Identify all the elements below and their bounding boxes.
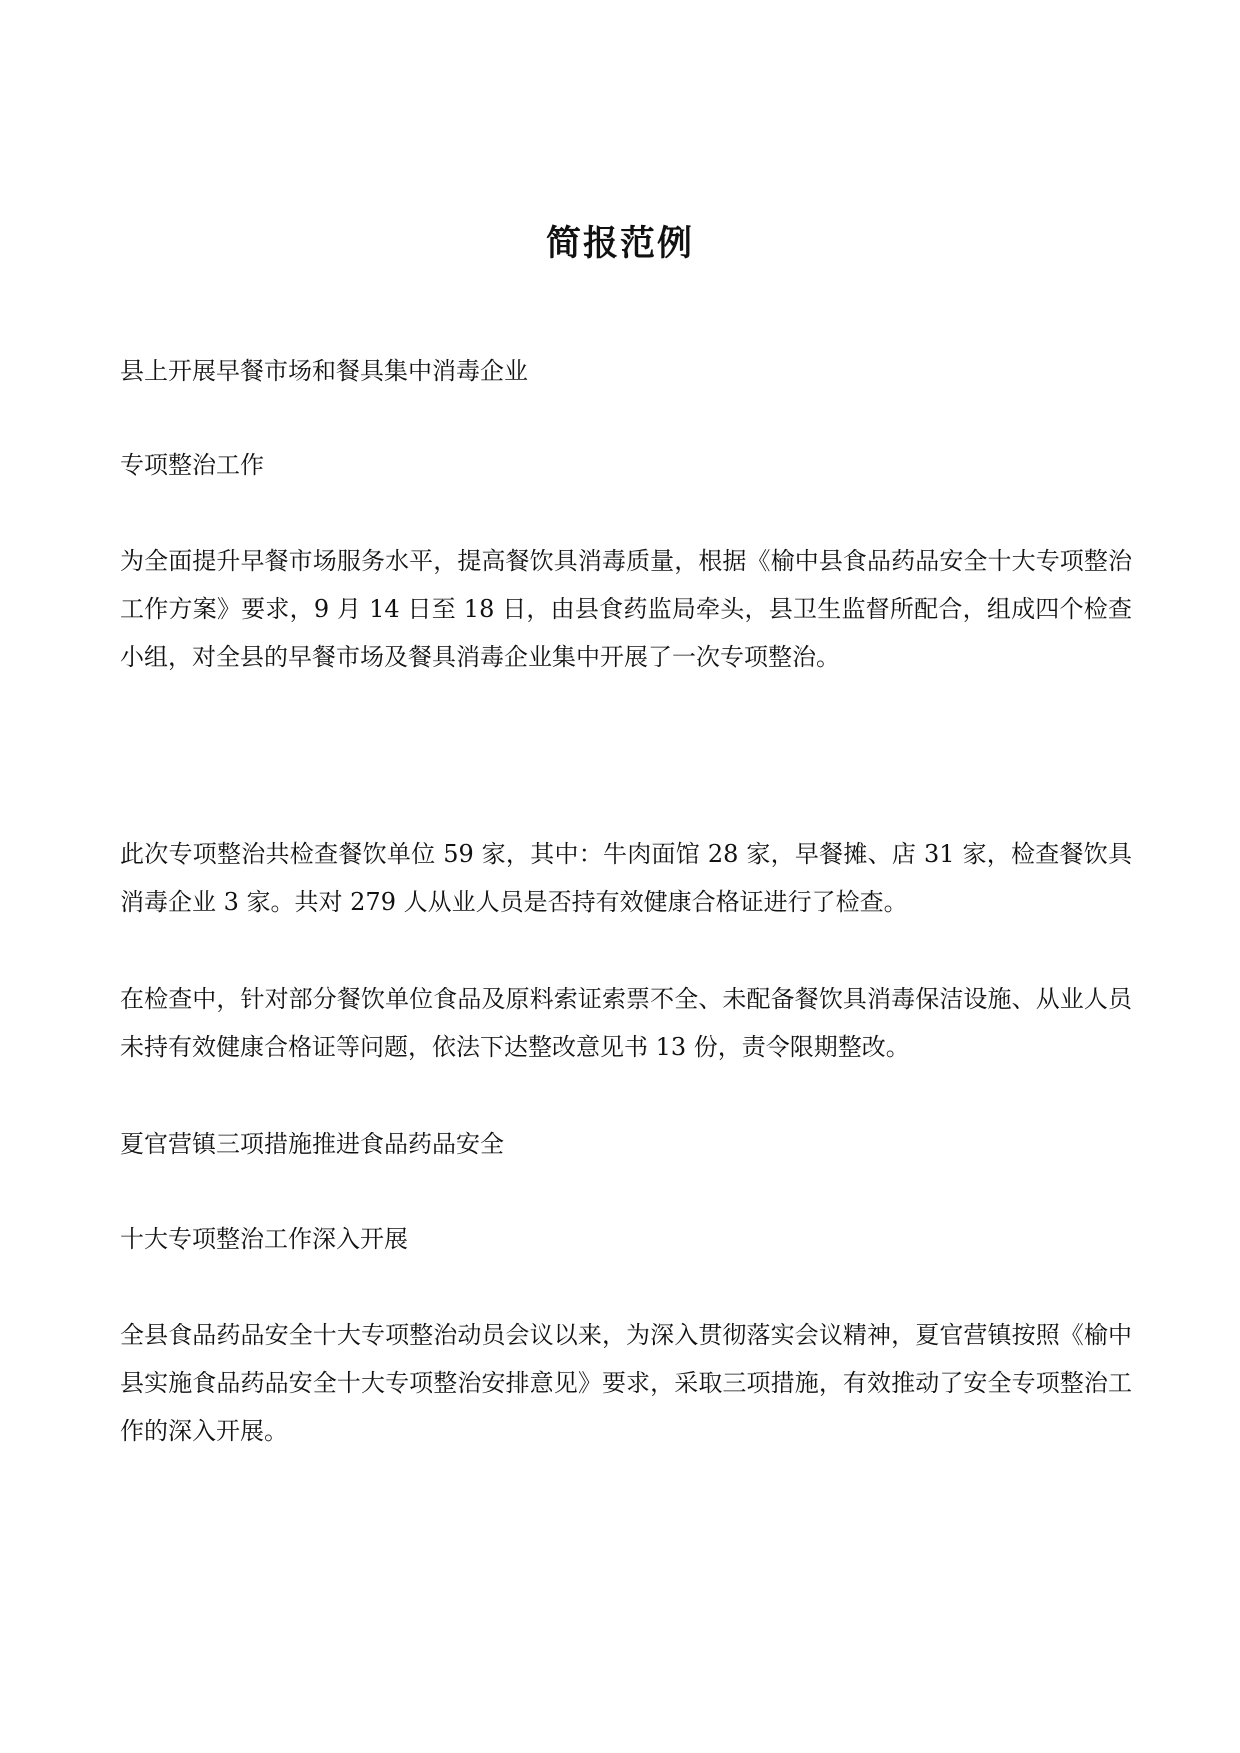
section2-paragraph1: 全县食品药品安全十大专项整治动员会议以来，为深入贯彻落实会议精神，夏官营镇按照《榆中县实施食品药品安全十大专项整治安排意见》要求，采取三项措施，有效推动了安全专项整治工作的深入开展。 xyxy=(120,1321,1132,1445)
section1-heading-line1: 县上开展早餐市场和餐具集中消毒企业 xyxy=(120,357,528,385)
section1-paragraph2: 此次专项整治共检查餐饮单位 59 家，其中：牛肉面馆 28 家，早餐摊、店 31 家，检查餐饮具消毒企业 3 家。共对 279 人从业人员是否持有效健康合格证进行了检查。 xyxy=(120,840,1132,916)
section1-paragraph3: 在检查中，针对部分餐饮单位食品及原料索证索票不全、未配备餐饮具消毒保洁设施、从业人员未持有效健康合格证等问题，依法下达整改意见书 13 份，责令限期整改。 xyxy=(120,985,1132,1061)
document-title: 简报范例 xyxy=(545,223,694,264)
section1-heading-line2: 专项整治工作 xyxy=(120,451,264,479)
section2-heading-line1: 夏官营镇三项措施推进食品药品安全 xyxy=(120,1130,504,1158)
section2-heading-line2: 十大专项整治工作深入开展 xyxy=(120,1225,408,1253)
section1-paragraph1: 为全面提升早餐市场服务水平，提高餐饮具消毒质量，根据《榆中县食品药品安全十大专项整治工作方案》要求，9 月 14 日至 18 日，由县食药监局牵头，县卫生监督所配合，组成四个检查小组，对全县的早餐市场及餐具消毒企业集中开展了一次专项整治。 xyxy=(120,547,1132,671)
